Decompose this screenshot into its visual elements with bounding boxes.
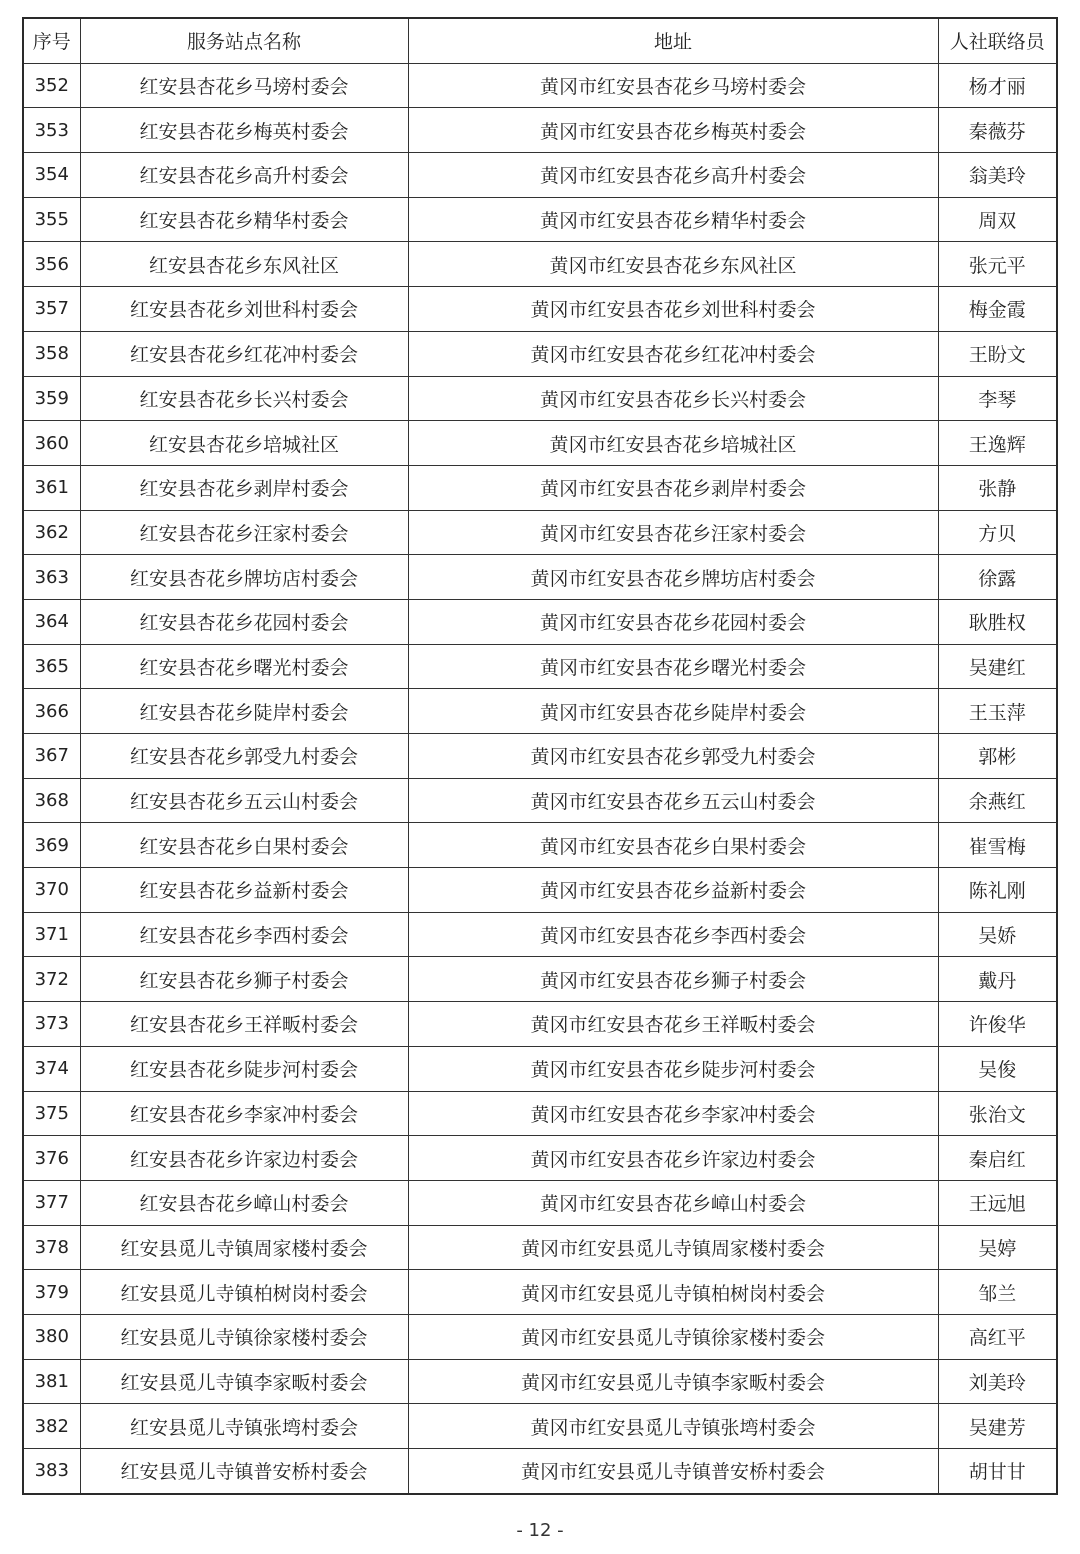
cell-number: 363 xyxy=(23,555,80,600)
column-header-contact: 人社联络员 xyxy=(938,18,1057,63)
cell-contact: 吴建芳 xyxy=(938,1404,1057,1449)
cell-station-name: 红安县觅儿寺镇徐家楼村委会 xyxy=(80,1314,408,1359)
table-row xyxy=(23,1270,1057,1315)
cell-contact: 王远旭 xyxy=(938,1180,1057,1225)
cell-contact: 秦启红 xyxy=(938,1136,1057,1181)
cell-contact: 余燕红 xyxy=(938,778,1057,823)
cell-station-name: 红安县杏花乡梅英村委会 xyxy=(80,108,408,153)
cell-number: 375 xyxy=(23,1091,80,1136)
column-header-address: 地址 xyxy=(408,18,938,63)
column-header-number: 序号 xyxy=(23,18,80,63)
table-row xyxy=(23,868,1057,913)
cell-address: 黄冈市红安县杏花乡益新村委会 xyxy=(408,868,938,913)
table-row xyxy=(23,599,1057,644)
cell-contact: 高红平 xyxy=(938,1314,1057,1359)
cell-address: 黄冈市红安县杏花乡陡岸村委会 xyxy=(408,689,938,734)
cell-station-name: 红安县杏花乡培城社区 xyxy=(80,421,408,466)
table-row xyxy=(23,108,1057,153)
cell-station-name: 红安县觅儿寺镇周家楼村委会 xyxy=(80,1225,408,1270)
table-row xyxy=(23,63,1057,108)
cell-address: 黄冈市红安县杏花乡五云山村委会 xyxy=(408,778,938,823)
cell-number: 381 xyxy=(23,1359,80,1404)
cell-number: 362 xyxy=(23,510,80,555)
cell-number: 383 xyxy=(23,1449,80,1494)
cell-contact: 戴丹 xyxy=(938,957,1057,1002)
cell-number: 360 xyxy=(23,421,80,466)
cell-contact: 王盼文 xyxy=(938,331,1057,376)
cell-station-name: 红安县觅儿寺镇张塆村委会 xyxy=(80,1404,408,1449)
cell-contact: 许俊华 xyxy=(938,1002,1057,1047)
cell-number: 355 xyxy=(23,197,80,242)
cell-number: 354 xyxy=(23,153,80,198)
table-row xyxy=(23,1404,1057,1449)
cell-address: 黄冈市红安县杏花乡梅英村委会 xyxy=(408,108,938,153)
cell-address: 黄冈市红安县杏花乡长兴村委会 xyxy=(408,376,938,421)
cell-contact: 胡甘甘 xyxy=(938,1449,1057,1494)
cell-station-name: 红安县觅儿寺镇柏树岗村委会 xyxy=(80,1270,408,1315)
cell-number: 374 xyxy=(23,1046,80,1091)
table-row xyxy=(23,689,1057,734)
cell-address: 黄冈市红安县杏花乡曙光村委会 xyxy=(408,644,938,689)
cell-address: 黄冈市红安县杏花乡精华村委会 xyxy=(408,197,938,242)
cell-number: 365 xyxy=(23,644,80,689)
cell-address: 黄冈市红安县杏花乡许家边村委会 xyxy=(408,1136,938,1181)
cell-number: 364 xyxy=(23,599,80,644)
table-row xyxy=(23,1046,1057,1091)
cell-station-name: 红安县杏花乡李家冲村委会 xyxy=(80,1091,408,1136)
table-row xyxy=(23,510,1057,555)
cell-station-name: 红安县杏花乡牌坊店村委会 xyxy=(80,555,408,600)
cell-address: 黄冈市红安县杏花乡王祥畈村委会 xyxy=(408,1002,938,1047)
cell-number: 367 xyxy=(23,734,80,779)
cell-address: 黄冈市红安县觅儿寺镇徐家楼村委会 xyxy=(408,1314,938,1359)
cell-contact: 梅金霞 xyxy=(938,287,1057,332)
cell-contact: 王玉萍 xyxy=(938,689,1057,734)
cell-number: 368 xyxy=(23,778,80,823)
cell-contact: 耿胜权 xyxy=(938,599,1057,644)
cell-station-name: 红安县杏花乡郭受九村委会 xyxy=(80,734,408,779)
cell-number: 380 xyxy=(23,1314,80,1359)
cell-number: 373 xyxy=(23,1002,80,1047)
table-row xyxy=(23,734,1057,779)
cell-station-name: 红安县杏花乡剥岸村委会 xyxy=(80,465,408,510)
table-row xyxy=(23,778,1057,823)
cell-address: 黄冈市红安县杏花乡高升村委会 xyxy=(408,153,938,198)
cell-station-name: 红安县杏花乡东风社区 xyxy=(80,242,408,287)
cell-station-name: 红安县杏花乡精华村委会 xyxy=(80,197,408,242)
cell-contact: 翁美玲 xyxy=(938,153,1057,198)
cell-contact: 陈礼刚 xyxy=(938,868,1057,913)
cell-contact: 秦薇芬 xyxy=(938,108,1057,153)
cell-contact: 周双 xyxy=(938,197,1057,242)
table-row xyxy=(23,644,1057,689)
cell-station-name: 红安县杏花乡五云山村委会 xyxy=(80,778,408,823)
cell-number: 356 xyxy=(23,242,80,287)
cell-station-name: 红安县杏花乡白果村委会 xyxy=(80,823,408,868)
table-row xyxy=(23,1002,1057,1047)
table-row xyxy=(23,1091,1057,1136)
cell-station-name: 红安县杏花乡李西村委会 xyxy=(80,912,408,957)
cell-address: 黄冈市红安县杏花乡牌坊店村委会 xyxy=(408,555,938,600)
cell-address: 黄冈市红安县杏花乡剥岸村委会 xyxy=(408,465,938,510)
table-row xyxy=(23,331,1057,376)
table-row xyxy=(23,555,1057,600)
cell-contact: 张元平 xyxy=(938,242,1057,287)
cell-number: 372 xyxy=(23,957,80,1002)
cell-address: 黄冈市红安县杏花乡东风社区 xyxy=(408,242,938,287)
table-header-row xyxy=(23,18,1057,63)
cell-address: 黄冈市红安县杏花乡红花冲村委会 xyxy=(408,331,938,376)
cell-address: 黄冈市红安县杏花乡陡步河村委会 xyxy=(408,1046,938,1091)
cell-contact: 方贝 xyxy=(938,510,1057,555)
cell-station-name: 红安县杏花乡曙光村委会 xyxy=(80,644,408,689)
cell-contact: 吴婷 xyxy=(938,1225,1057,1270)
cell-station-name: 红安县杏花乡马塝村委会 xyxy=(80,63,408,108)
cell-address: 黄冈市红安县杏花乡李西村委会 xyxy=(408,912,938,957)
table-row xyxy=(23,153,1057,198)
cell-station-name: 红安县杏花乡王祥畈村委会 xyxy=(80,1002,408,1047)
cell-contact: 李琴 xyxy=(938,376,1057,421)
cell-number: 369 xyxy=(23,823,80,868)
cell-address: 黄冈市红安县杏花乡嶂山村委会 xyxy=(408,1180,938,1225)
cell-station-name: 红安县杏花乡高升村委会 xyxy=(80,153,408,198)
table-row xyxy=(23,823,1057,868)
cell-contact: 吴俊 xyxy=(938,1046,1057,1091)
cell-address: 黄冈市红安县杏花乡刘世科村委会 xyxy=(408,287,938,332)
cell-station-name: 红安县杏花乡许家边村委会 xyxy=(80,1136,408,1181)
cell-address: 黄冈市红安县杏花乡郭受九村委会 xyxy=(408,734,938,779)
cell-address: 黄冈市红安县杏花乡汪家村委会 xyxy=(408,510,938,555)
cell-number: 353 xyxy=(23,108,80,153)
cell-number: 382 xyxy=(23,1404,80,1449)
cell-address: 黄冈市红安县杏花乡狮子村委会 xyxy=(408,957,938,1002)
cell-station-name: 红安县杏花乡汪家村委会 xyxy=(80,510,408,555)
cell-contact: 吴建红 xyxy=(938,644,1057,689)
cell-address: 黄冈市红安县杏花乡培城社区 xyxy=(408,421,938,466)
cell-contact: 杨才丽 xyxy=(938,63,1057,108)
service-station-table xyxy=(22,17,1058,1495)
table-row xyxy=(23,957,1057,1002)
cell-station-name: 红安县杏花乡长兴村委会 xyxy=(80,376,408,421)
table-row xyxy=(23,1180,1057,1225)
cell-contact: 王逸辉 xyxy=(938,421,1057,466)
cell-number: 379 xyxy=(23,1270,80,1315)
cell-number: 366 xyxy=(23,689,80,734)
table-row xyxy=(23,376,1057,421)
cell-contact: 崔雪梅 xyxy=(938,823,1057,868)
cell-contact: 张治文 xyxy=(938,1091,1057,1136)
cell-number: 370 xyxy=(23,868,80,913)
cell-number: 357 xyxy=(23,287,80,332)
table-row xyxy=(23,1359,1057,1404)
cell-address: 黄冈市红安县觅儿寺镇普安桥村委会 xyxy=(408,1449,938,1494)
cell-station-name: 红安县杏花乡陡步河村委会 xyxy=(80,1046,408,1091)
table-body xyxy=(23,63,1057,1494)
table-row xyxy=(23,1449,1057,1494)
page-number: - 12 - xyxy=(516,1520,564,1541)
cell-address: 黄冈市红安县杏花乡李家冲村委会 xyxy=(408,1091,938,1136)
cell-contact: 刘美玲 xyxy=(938,1359,1057,1404)
cell-address: 黄冈市红安县觅儿寺镇李家畈村委会 xyxy=(408,1359,938,1404)
table-row xyxy=(23,1314,1057,1359)
table-row xyxy=(23,197,1057,242)
table-row xyxy=(23,287,1057,332)
cell-address: 黄冈市红安县杏花乡马塝村委会 xyxy=(408,63,938,108)
table-row xyxy=(23,912,1057,957)
cell-contact: 邹兰 xyxy=(938,1270,1057,1315)
cell-station-name: 红安县杏花乡陡岸村委会 xyxy=(80,689,408,734)
cell-station-name: 红安县杏花乡益新村委会 xyxy=(80,868,408,913)
table-row xyxy=(23,421,1057,466)
cell-station-name: 红安县杏花乡红花冲村委会 xyxy=(80,331,408,376)
cell-station-name: 红安县觅儿寺镇普安桥村委会 xyxy=(80,1449,408,1494)
cell-number: 359 xyxy=(23,376,80,421)
cell-address: 黄冈市红安县觅儿寺镇周家楼村委会 xyxy=(408,1225,938,1270)
cell-station-name: 红安县杏花乡刘世科村委会 xyxy=(80,287,408,332)
table-row xyxy=(23,242,1057,287)
cell-contact: 吴娇 xyxy=(938,912,1057,957)
cell-number: 352 xyxy=(23,63,80,108)
cell-number: 376 xyxy=(23,1136,80,1181)
cell-station-name: 红安县觅儿寺镇李家畈村委会 xyxy=(80,1359,408,1404)
column-header-station-name: 服务站点名称 xyxy=(80,18,408,63)
table-row xyxy=(23,1225,1057,1270)
cell-contact: 徐露 xyxy=(938,555,1057,600)
cell-address: 黄冈市红安县杏花乡白果村委会 xyxy=(408,823,938,868)
cell-address: 黄冈市红安县杏花乡花园村委会 xyxy=(408,599,938,644)
cell-number: 371 xyxy=(23,912,80,957)
table-row xyxy=(23,465,1057,510)
cell-address: 黄冈市红安县觅儿寺镇张塆村委会 xyxy=(408,1404,938,1449)
table-row xyxy=(23,1136,1057,1181)
cell-number: 361 xyxy=(23,465,80,510)
cell-station-name: 红安县杏花乡花园村委会 xyxy=(80,599,408,644)
cell-number: 377 xyxy=(23,1180,80,1225)
cell-number: 358 xyxy=(23,331,80,376)
cell-number: 378 xyxy=(23,1225,80,1270)
cell-contact: 张静 xyxy=(938,465,1057,510)
cell-address: 黄冈市红安县觅儿寺镇柏树岗村委会 xyxy=(408,1270,938,1315)
cell-station-name: 红安县杏花乡嶂山村委会 xyxy=(80,1180,408,1225)
cell-station-name: 红安县杏花乡狮子村委会 xyxy=(80,957,408,1002)
cell-contact: 郭彬 xyxy=(938,734,1057,779)
